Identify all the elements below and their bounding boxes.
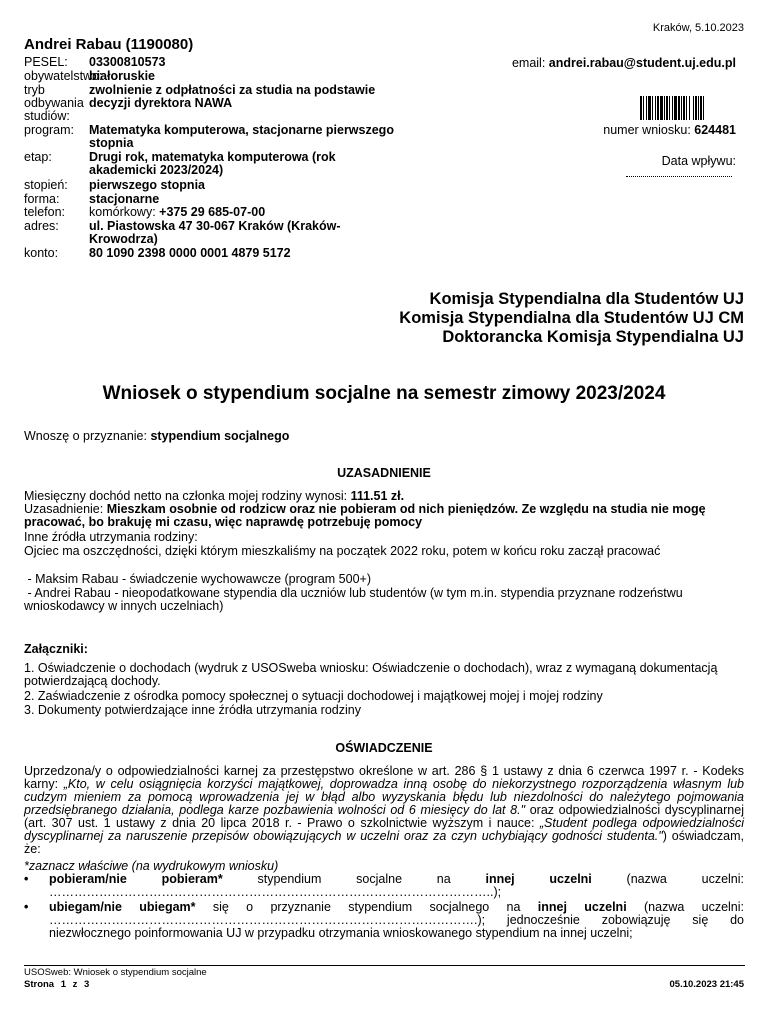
- personal-label: program:: [24, 123, 75, 137]
- declaration-note: *zaznacz właściwe (na wydrukowym wniosku): [24, 859, 279, 873]
- penal-code-quote: „Kto, w celu osiągnięcia korzyści majątkowej, doprowadza inną osobę do niekorzystnego rozporządzenia własnym lub cudzym mieniem za pomocą wprowadzenia jej w błąd albo wyzyskania błędu lub niezdolności do należytego pojmowania przedsiębranego działania, podlega karze pozbawienia wolności od 6 miesięcy do lat 8.": [24, 777, 744, 817]
- barcode-bar: [660, 96, 663, 120]
- attachment-item: 2. Zaświadczenie z ośrodka pomocy społecznej o sytuacji dochodowej i majątkowej mojej i mojej rodziny: [24, 689, 603, 703]
- barcode-bar: [700, 96, 702, 120]
- barcode-bar: [655, 96, 656, 120]
- personal-row-citizenship: [24, 70, 424, 83]
- other-university: innej uczelni: [537, 900, 627, 914]
- personal-value: zwolnienie z odpłatności za studia na podstawie decyzji dyrektora NAWA: [89, 83, 376, 110]
- other-university: innej uczelni: [485, 872, 592, 886]
- barcode-bar: [669, 96, 670, 120]
- personal-row-study-mode: [24, 84, 424, 123]
- personal-row-address: [24, 220, 424, 246]
- personal-row-degree: [24, 179, 424, 192]
- declaration-paragraph: [24, 765, 744, 856]
- document-title: Wniosek o stypendium socjalne na semestr zimowy 2023/2024: [102, 383, 666, 404]
- personal-value: pierwszego stopnia: [89, 178, 205, 192]
- choice-option: ubiegam/nie ubiegam*: [49, 900, 196, 914]
- other-sources-label: Inne źródła utrzymania rodziny:: [24, 530, 198, 544]
- declaration-bullet-text: [49, 873, 744, 899]
- justification-text: [24, 503, 744, 529]
- personal-label: adres:: [24, 219, 59, 233]
- footer-divider: [24, 965, 745, 966]
- barcode-bar: [640, 96, 642, 120]
- personal-value: ul. Piastowska 47 30-067 Kraków (Kraków-Krowodrza): [89, 219, 341, 246]
- footer-timestamp: 05.10.2023 21:45: [669, 979, 744, 990]
- email-label: email:: [511, 56, 549, 70]
- barcode-bar: [695, 96, 697, 120]
- personal-value: 80 1090 2398 0000 0001 4879 5172: [89, 246, 291, 260]
- bullet-text: (nazwa uczelni: ………………………………………………………………………………………….); jednocześnie zobowiązuję się do niezwłocznego poinformowania UJ w przypadku otrzymania wnioskowanego stypendium na innej uczelni;: [49, 900, 745, 940]
- footer-source: USOSweb: Wniosek o stypendium socjalne: [24, 967, 207, 978]
- page-number: Strona 1 z 3: [24, 979, 90, 990]
- bullet-icon: •: [24, 872, 29, 886]
- justification-heading: UZASADNIENIE: [337, 466, 431, 480]
- barcode-bar: [643, 96, 644, 120]
- barcode-bar: [674, 96, 677, 120]
- income-label: Miesięczny dochód netto na członka mojej rodziny wynosi:: [24, 489, 351, 503]
- personal-value: Drugi rok, matematyka komputerowa (rok akademicki 2023/2024): [89, 150, 336, 177]
- higher-ed-law-quote: „Student podlega odpowiedzialności dyscyplinarnej za naruszenie przepisów obowiązujących w uczelni oraz za czyn uchybiający godności studenta.": [24, 816, 745, 843]
- personal-row-account: [24, 247, 424, 260]
- declaration-bullet: [24, 901, 744, 940]
- application-number: [603, 123, 736, 137]
- justification-label: Uzasadnienie:: [24, 502, 107, 516]
- personal-label: telefon:: [24, 205, 66, 219]
- personal-label: obywatelstwo:: [24, 69, 103, 83]
- barcode-bar: [666, 96, 668, 120]
- commission-3: Doktorancka Komisja Stypendialna UJ: [442, 328, 744, 346]
- barcode-bar: [672, 96, 673, 120]
- declaration-heading: OŚWIADCZENIE: [335, 741, 433, 755]
- attachment-item: 1. Oświadczenie o dochodach (wydruk z USOSweba wniosku: Oświadczenie o dochodach), wraz z wymaganą dokumentacją potwierdzającą dochody.: [24, 661, 718, 688]
- barcode-bar: [652, 96, 653, 120]
- barcode-bar: [689, 96, 690, 120]
- barcode-bar: [683, 96, 685, 120]
- personal-value: [89, 206, 419, 219]
- personal-row-phone: [24, 206, 424, 219]
- request-line: [24, 430, 744, 443]
- bullet-text: stypendium socjalne na: [222, 872, 486, 886]
- commission-1: Komisja Stypendialna dla Studentów UJ: [429, 290, 744, 308]
- personal-label: etap:: [24, 150, 52, 164]
- choice-option: pobieram/nie pobieram*: [49, 872, 223, 886]
- barcode-bar: [693, 96, 694, 120]
- email-line: [512, 56, 736, 70]
- barcode-bar: [646, 96, 647, 120]
- email-address: andrei.rabau@student.uj.edu.pl: [548, 56, 736, 70]
- request-label: Wnoszę o przyznanie:: [24, 429, 151, 443]
- personal-label: tryb odbywania studiów:: [24, 83, 84, 123]
- barcode-bar: [703, 96, 704, 120]
- commission-2: Komisja Stypendialna dla Studentów UJ CM: [399, 309, 744, 327]
- personal-label: forma:: [24, 192, 60, 206]
- declaration-bullet: [24, 873, 744, 899]
- phone-type: komórkowy:: [89, 205, 160, 219]
- receipt-date-label: Data wpływu:: [661, 154, 736, 168]
- personal-label: PESEL:: [24, 55, 68, 69]
- request-value: stypendium socjalnego: [150, 429, 290, 443]
- declaration-text: ) oświadczam, że:: [24, 829, 744, 856]
- personal-row-pesel: [24, 56, 424, 69]
- income-value: 111.51 zł.: [350, 489, 405, 503]
- applicant-name: Andrei Rabau (1190080): [24, 36, 194, 53]
- attachments-heading: Załączniki:: [24, 642, 88, 656]
- personal-value: białoruskie: [89, 69, 155, 83]
- bullet-text: się o przyznanie stypendium socjalnego na: [195, 900, 538, 914]
- bullet-text: (nazwa uczelni: ……………………………………………………………………………………………..);: [49, 872, 744, 899]
- personal-label: stopień:: [24, 178, 68, 192]
- barcode-bar: [698, 96, 699, 120]
- personal-row-program: [24, 124, 424, 150]
- personal-row-stage: [24, 151, 424, 177]
- personal-value: 03300810573: [89, 55, 166, 69]
- barcode-bar: [678, 96, 680, 120]
- bullet-icon: •: [24, 900, 29, 914]
- personal-value: stacjonarne: [89, 192, 160, 206]
- barcode-bar: [686, 96, 687, 120]
- place-date: Kraków, 5.10.2023: [652, 22, 744, 34]
- personal-value: Matematyka komputerowa, stacjonarne pierwszego stopnia: [89, 123, 394, 150]
- barcode-bar: [664, 96, 665, 120]
- benefit-item: - Maksim Rabau - świadczenie wychowawcze (program 500+): [24, 572, 372, 586]
- barcode-bar: [648, 96, 651, 120]
- declaration-text: oraz odpowiedzialności dyscyplinarnej (art. 307 ust. 1 ustawy z dnia 20 lipca 2018 r. - Prawo o szkolnictwie wyższym i nauce:: [24, 803, 744, 830]
- barcode: [640, 96, 736, 120]
- attachment-item: 3. Dokumenty potwierdzające inne źródła utrzymania rodziny: [24, 703, 361, 717]
- justification-value: Mieszkam osobnie od rodzicw oraz nie pobieram od nich pieniędzów. Ze względu na studia nie mogę pracować, bo brakuję mi czasu, więc naprawdę potrzebuję pomocy: [24, 502, 706, 529]
- application-number-label: numer wniosku:: [603, 123, 695, 137]
- barcode-bar: [681, 96, 682, 120]
- declaration-text: Uprzedzona/y o odpowiedzialności karnej za przestępstwo określone w art. 286 § 1 ustawy z dnia 6 czerwca 1997 r. - Kodeks karny:: [24, 764, 744, 791]
- receipt-date-field: [626, 176, 732, 177]
- declaration-bullet-text: [49, 901, 744, 940]
- other-sources-text: Ojciec ma oszczędności, dzięki którym mieszkaliśmy na początek 2022 roku, potem w końcu roku zaczął pracować: [24, 544, 661, 558]
- application-number-value: 624481: [694, 123, 736, 137]
- barcode-bar: [657, 96, 659, 120]
- benefit-item: - Andrei Rabau - nieopodatkowane stypendia dla uczniów lub studentów (w tym m.in. stypendia przyznane rodzeństwu wnioskodawcy w innych uczelniach): [24, 586, 687, 613]
- phone-number: +375 29 685-07-00: [159, 205, 266, 219]
- personal-label: konto:: [24, 246, 59, 260]
